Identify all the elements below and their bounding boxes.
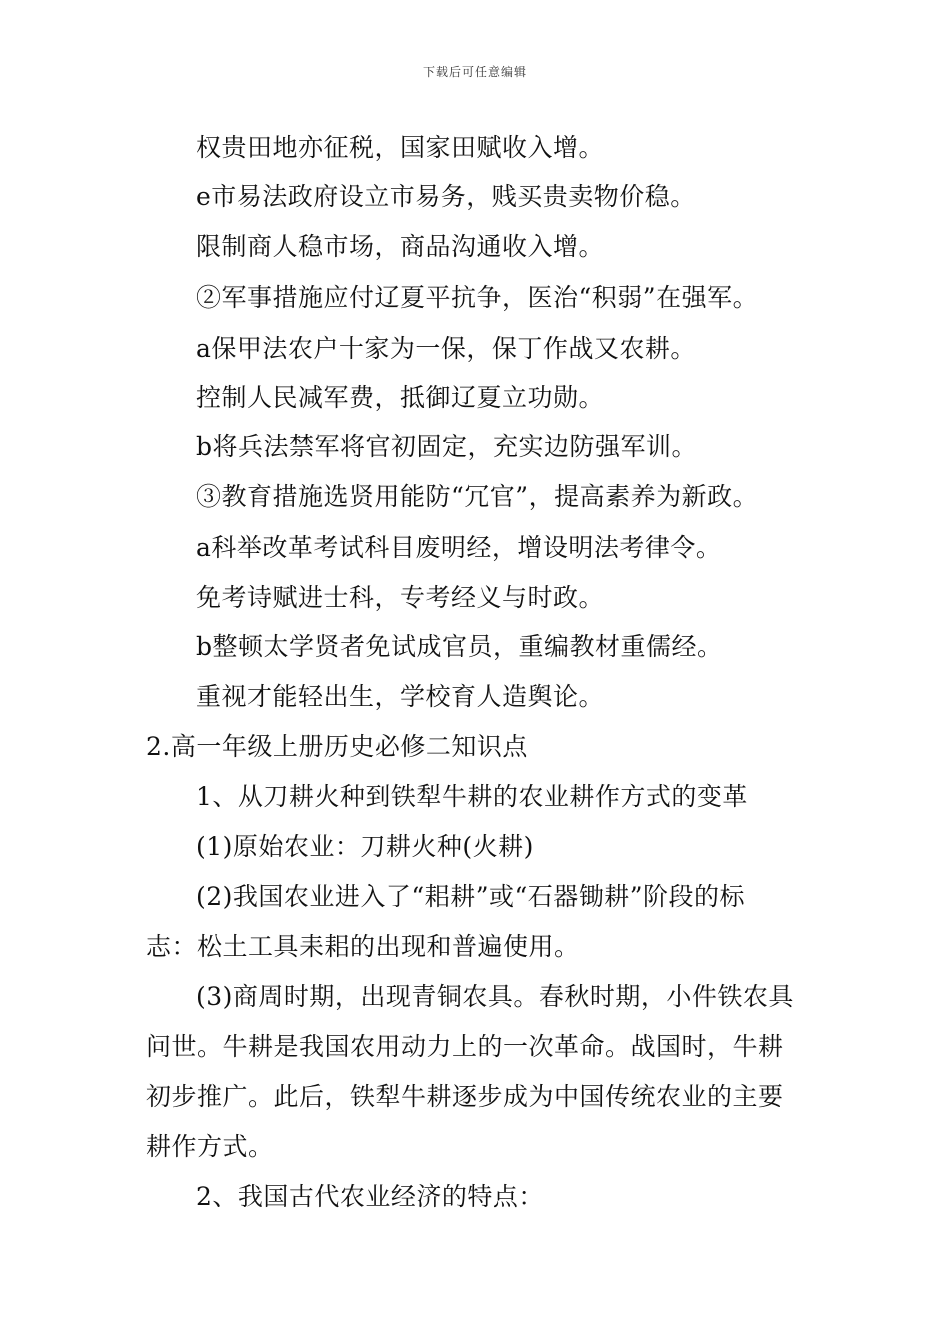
text-line: 耕作方式。 [146, 1132, 274, 1161]
section-heading: 2.高一年级上册历史必修二知识点 [146, 732, 528, 761]
text-line: 志：松土工具耒耜的出现和普遍使用。 [146, 932, 580, 961]
text-line: e市易法政府设立市易务，贱买贵卖物价稳。 [196, 182, 696, 211]
text-line: ②军事措施应付辽夏平抗争，医治“积弱”在强军。 [196, 283, 759, 312]
page-header: 下载后可任意编辑 [422, 65, 527, 79]
text-line: 限制商人稳市场，商品沟通收入增。 [196, 232, 605, 261]
subsection-heading: 1、从刀耕火种到铁犁牛耕的农业耕作方式的变革 [196, 782, 748, 811]
text-line: 免考诗赋进士科，专考经义与时政。 [196, 583, 605, 612]
subsection-heading: 2、我国古代农业经济的特点： [196, 1182, 544, 1211]
text-line: a保甲法农户十家为一保，保丁作战又农耕。 [196, 334, 696, 363]
text-line: (1)原始农业：刀耕火种(火耕) [196, 832, 534, 861]
text-line: 问世。牛耕是我国农用动力上的一次革命。战国时，牛耕 [146, 1032, 784, 1061]
text-line: (2)我国农业进入了“耜耕”或“石器锄耕”阶段的标 [196, 882, 746, 911]
text-line: b整顿太学贤者免试成官员，重编教材重儒经。 [196, 632, 723, 661]
text-line: 初步推广。此后，铁犁牛耕逐步成为中国传统农业的主要 [146, 1082, 784, 1111]
text-line: 重视才能轻出生，学校育人造舆论。 [196, 682, 605, 711]
text-line: 权贵田地亦征税，国家田赋收入增。 [196, 133, 605, 162]
text-line: b将兵法禁军将官初固定，充实边防强军训。 [196, 432, 698, 461]
text-line: ③教育措施选贤用能防“冗官”，提高素养为新政。 [196, 482, 759, 511]
text-line: 控制人民减军费，抵御辽夏立功勋。 [196, 383, 605, 412]
text-line: a科举改革考试科目废明经，增设明法考律令。 [196, 533, 722, 562]
text-line: (3)商周时期，出现青铜农具。春秋时期，小件铁农具 [196, 982, 794, 1011]
